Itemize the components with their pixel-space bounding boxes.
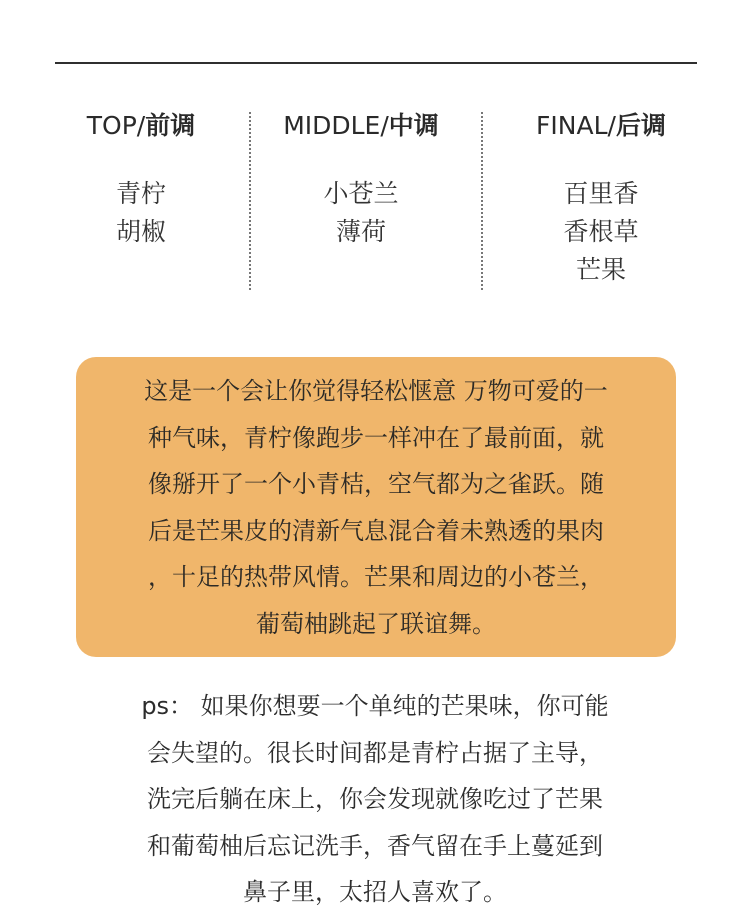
final-note-item: 香根草 <box>563 217 639 246</box>
column-divider <box>481 112 483 290</box>
ps-note <box>90 683 660 916</box>
ps-line: 洗完后躺在床上，你会发现就像吃过了芒果 <box>147 785 603 813</box>
top-notes-label-en: TOP/ <box>86 111 146 140</box>
final-notes-title <box>500 108 702 144</box>
top-note-item: 胡椒 <box>115 217 166 246</box>
ps-line: ps： 如果你想要一个单纯的芒果味，你可能 <box>141 692 609 720</box>
final-notes-label-cn: 后调 <box>615 111 666 140</box>
top-notes-list <box>60 175 222 251</box>
middle-notes-list <box>262 175 460 251</box>
description-line: 种气味，青柠像跑步一样冲在了最前面，就 <box>148 423 604 452</box>
description-line: 后是芒果皮的清新气息混合着未熟透的果肉 <box>148 516 604 545</box>
ps-line: 和葡萄柚后忘记洗手，香气留在手上蔓延到 <box>147 831 603 860</box>
middle-notes-column <box>262 108 460 251</box>
description-line: 葡萄柚跳起了联谊舞。 <box>256 609 496 638</box>
final-notes-list <box>500 175 702 289</box>
ps-line: 会失望的。很长时间都是青柠占据了主导， <box>147 738 603 767</box>
final-note-item: 芒果 <box>575 255 626 284</box>
middle-notes-label-cn: 中调 <box>388 111 439 140</box>
top-notes-label-cn: 前调 <box>145 111 196 140</box>
column-divider <box>249 112 251 290</box>
description-line: 像掰开了一个小青桔，空气都为之雀跃。随 <box>148 470 604 498</box>
description-box <box>76 357 676 657</box>
top-note-item: 青柠 <box>115 179 166 208</box>
final-note-item: 百里香 <box>563 179 639 208</box>
top-divider-line <box>55 62 697 64</box>
middle-notes-title <box>262 108 460 144</box>
top-notes-column <box>60 108 222 251</box>
final-notes-label-en: FINAL/ <box>536 111 616 140</box>
description-line: 这是一个会让你觉得轻松惬意 万物可爱的一 <box>144 377 608 405</box>
final-notes-column <box>500 108 702 289</box>
fragrance-notes <box>0 108 750 292</box>
middle-note-item: 小苍兰 <box>323 179 399 208</box>
middle-note-item: 薄荷 <box>335 217 386 246</box>
top-notes-title <box>60 108 222 144</box>
description-line: ，十足的热带风情。芒果和周边的小苍兰， <box>148 563 604 591</box>
middle-notes-label-en: MIDDLE/ <box>283 111 389 140</box>
ps-line: 鼻子里，太招人喜欢了。 <box>243 878 507 906</box>
